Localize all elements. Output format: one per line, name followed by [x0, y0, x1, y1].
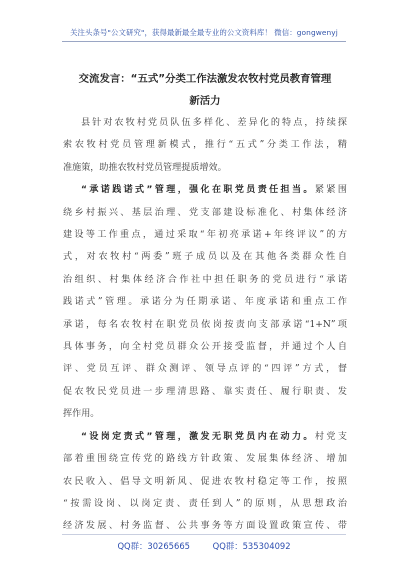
paragraph-2-line: 治组织、村集体经济合作社中担任职务的党员进行“承诺	[63, 274, 347, 285]
footer-qq-group-2: QQ群：535304092	[212, 541, 291, 551]
paragraph-2-first-line	[63, 179, 347, 201]
paragraph-3-line: 经济发展、村务监督、公共事务等方面设置政策宣传、带	[63, 521, 347, 532]
paragraph-3-lead-text: 村党支	[314, 431, 347, 442]
title-line-1: 交流发言：“五式”分类工作法激发农牧村党员教育管理	[78, 73, 332, 85]
paragraph-2-line: 式，对农牧村“两委”班子成员以及在其他各类群众性自	[63, 252, 347, 263]
paragraph-1-line: 准施策，助推农牧村党员管理提质增效。	[63, 162, 227, 173]
page-header: 关注头条号"公文研究"，获得最新最全最专业的公文资料库！ 微信：gongwenyj	[70, 28, 338, 37]
paragraph-2-heading: “承诺践诺式”管理，强化在职党员责任担当。	[81, 185, 315, 196]
paragraph-1-line: 索农牧村党员管理新模式，推行“五式”分类工作法，精	[63, 140, 347, 151]
paragraph-1-line: 县针对农牧村党员队伍多样化、差异化的特点，持续探	[81, 118, 347, 128]
paragraph-2-line: 承诺，每名农牧村在职党员依岗按责向支部承诺“1+N”项	[63, 319, 347, 330]
paragraph-2-line: 促农牧民党员进一步理清思路、靠实责任、履行职责、发	[63, 386, 347, 397]
paragraph-3-line: 部着重围绕宣传党的路线方针政策、发展集体经济、增加	[63, 454, 347, 465]
paragraph-2-lead-text: 紧紧围	[314, 185, 347, 196]
footer-qq-group-1: QQ群：30265665	[117, 541, 190, 551]
document-body	[63, 112, 347, 538]
paragraph-3-heading: “设岗定责式”管理，激发无职党员内在动力。	[81, 431, 315, 442]
paragraph-2-line: 践诺式”管理。承诺分为任期承诺、年度承诺和重点工作	[63, 297, 347, 308]
document-title	[64, 68, 346, 112]
paragraph-3-line: 农民收入、倡导文明新风、促进农牧村稳定等工作，按照	[63, 476, 347, 487]
paragraph-2-line: 建设等工作重点，通过采取“年初亮承诺+年终评议”的方	[63, 230, 347, 241]
title-line-2: 新活力	[189, 95, 221, 107]
paragraph-3-line: “按需设岗、以岗定责、责任到人”的原则，从思想政治	[63, 498, 347, 509]
header-divider	[62, 41, 346, 42]
paragraph-2-line: 挥作用。	[63, 409, 100, 420]
paragraph-2-line: 评、党员互评、群众测评、领导点评的“四评”方式，督	[63, 364, 347, 375]
paragraph-2-line: 绕乡村振兴、基层治理、党支部建设标准化、村集体经济	[63, 207, 347, 218]
paragraph-3-first-line	[63, 426, 347, 448]
page-footer	[0, 540, 408, 552]
footer-divider	[62, 534, 346, 535]
paragraph-2-line: 具体事务，向全村党员群众公开接受监督，并通过个人自	[63, 342, 347, 353]
